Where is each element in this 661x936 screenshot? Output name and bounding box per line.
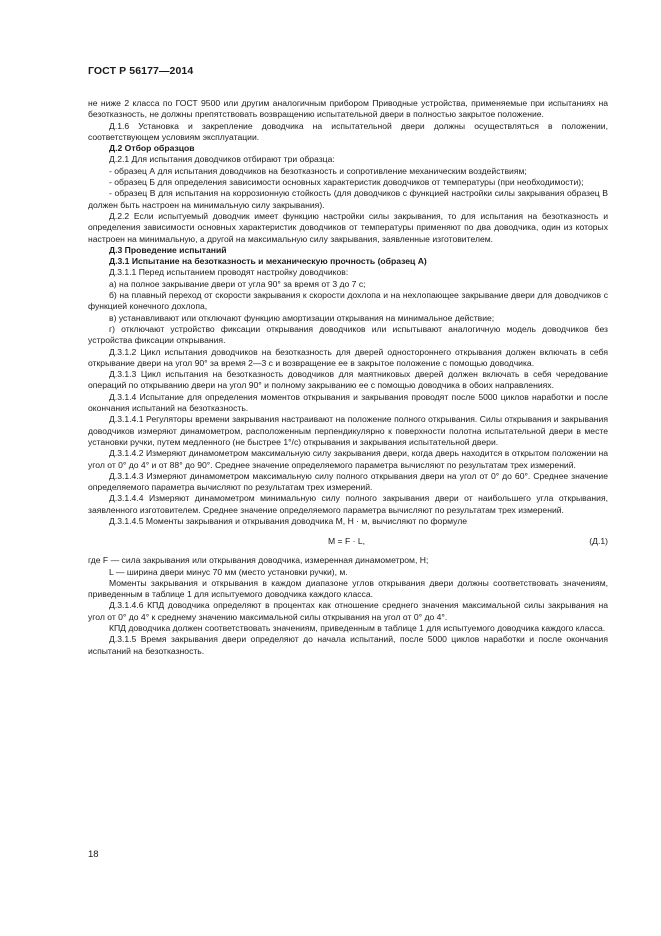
paragraph: Д.2 Отбор образцов: [109, 143, 195, 154]
page-number: 18: [88, 849, 99, 860]
paragraph: Д.3.1.4 Испытание для определения моментов открывания и закрывания проводят после 5000 циклов наработки и после окончания испытаний на безотказность.: [88, 391, 608, 414]
paragraph: Д.1.6 Установка и закрепление доводчика на испытательной двери должны осуществляться в положении, соответствующем условиям эксплуатации.: [88, 120, 608, 142]
paragraph: Д.2.1 Для испытания доводчиков отбирают три образца:: [109, 154, 335, 165]
paragraph: Д.3.1.1 Перед испытанием проводят настройку доводчиков:: [109, 267, 349, 278]
paragraph: а) на полное закрывание двери от угла 90° за время от 3 до 7 с;: [109, 278, 366, 289]
paragraph: Д.3.1.4.3 Измеряют динамометром максимальную силу полного открывания двери на угол от 0° до 60°. Среднее значение определяемого параметра вычисляют по результатам трех измерений.: [88, 470, 608, 493]
document-header-title: ГОСТ Р 56177—2014: [88, 65, 194, 77]
paragraphs-before-formula: [88, 98, 608, 527]
paragraph: г) отключают устройство фиксации открывания доводчиков или испытывают аналогичную модель доводчиков без устройства фиксации открывания.: [88, 323, 608, 346]
paragraph: Д.3.1.4.2 Измеряют динамометром максимальную силу закрывания двери, когда дверь находится в открытом положении на угол от 0° до 4° и от 88° до 90°. Среднее значение определяемого параметра вычисляют по результатам трех измерений.: [88, 448, 608, 470]
document-body: [88, 98, 608, 657]
paragraph: Д.3.1.2 Цикл испытания доводчиков на безотказность для дверей одностороннего открывания должен включать в себя открывание двери на угол 90° за время 2—3 с и возвращение ее в закрытое положение с помощью доводчика.: [88, 346, 608, 368]
formula-d1: [88, 533, 608, 551]
formula-expression: M = F · L,: [328, 536, 366, 547]
paragraph: не ниже 2 класса по ГОСТ 9500 или другим аналогичным прибором Приводные устройства, применяемые при испытаниях на безотказность, не должны препятствовать возвращению испытательной двери в полностью закрытое положение.: [88, 98, 608, 120]
paragraph: Д.3 Проведение испытаний: [109, 244, 227, 255]
paragraph: Д.3.1.4.6 КПД доводчика определяют в процентах как отношение среднего значения максимальной силы закрывания на угол от 0° до 4° к среднему значению максимальной силы открывания на угол от 0° до 4°.: [88, 600, 608, 622]
paragraph: Д.3.1.4.5 Моменты закрывания и открывания доводчика М, Н · м, вычисляют по формуле: [109, 515, 468, 526]
paragraph: где F — сила закрывания или открывания доводчика, измеренная динамометром, Н;: [88, 555, 429, 566]
paragraph: Д.3.1.3 Цикл испытания на безотказность доводчиков для маятниковых дверей должен включать в себя чередование операций по открыванию двери на угол 90° и полному закрыванию ее с помощью доводчика в обоих направлениях.: [88, 369, 608, 391]
paragraph: Д.3.1.4.4 Измеряют динамометром минимальную силу полного закрывания двери от наибольшего угла открывания, заявленного изготовителем. Среднее значение определяемого параметра вычисляют по результатам трех измерений.: [88, 493, 608, 515]
paragraph: Д.3.1 Испытание на безотказность и механическую прочность (образец А): [109, 256, 427, 267]
paragraph: - образец Б для определения зависимости основных характеристик доводчиков от температуры (при необходимости);: [109, 177, 584, 188]
paragraph: Моменты закрывания и открывания в каждом диапазоне углов открывания двери должны соответствовать значениям, приведенным в таблице 1 для испытуемого доводчика каждого класса.: [88, 577, 608, 600]
paragraphs-after-formula: [88, 555, 608, 657]
paragraph: Д.3.1.5 Время закрывания двери определяют до начала испытаний, после 5000 циклов наработки и после окончания испытаний на безотказность.: [88, 634, 608, 656]
paragraph: Д.2.2 Если испытуемый доводчик имеет функцию настройки силы закрывания, то для испытания на безотказность и определения зависимости основных характеристик доводчиков от температуры применяют по два доводчика, один из которых настроен на минимальную, а другой на максимальную силу закрывания, заявленные изготовителем.: [88, 210, 608, 244]
paragraph: - образец А для испытания доводчиков на безотказность и сопротивление механическим воздействиям;: [109, 165, 527, 176]
formula-number: (Д.1): [589, 536, 608, 547]
paragraph: - образец В для испытания на коррозионную стойкость (для доводчиков с функцией настройки силы закрывания образец В должен быть настроен на минимальную силу закрывания).: [88, 188, 608, 210]
paragraph: КПД доводчика должен соответствовать значениям, приведенным в таблице 1 для испытуемого доводчика каждого класса.: [109, 623, 606, 634]
paragraph: б) на плавный переход от скорости закрывания к скорости дохлопа и на нехлопающее закрывание двери для доводчиков с функцией конечного дохлопа,: [88, 290, 608, 312]
paragraph: Д.3.1.4.1 Регуляторы времени закрывания настраивают на положение полного открывания. Силы открывания и закрывания доводчиков измеряют динамометром, расположенным перпендикулярно к поверхности полотна испытательной двери в месте установки ручки, путем медленного (не быстрее 1°/с) открывания и закрывания испытательной двери.: [88, 414, 608, 447]
paragraph: в) устанавливают или отключают функцию амортизации открывания на минимальное действие;: [109, 312, 495, 323]
paragraph: L — ширина двери минус 70 мм (место установки ручки), м.: [109, 566, 348, 577]
